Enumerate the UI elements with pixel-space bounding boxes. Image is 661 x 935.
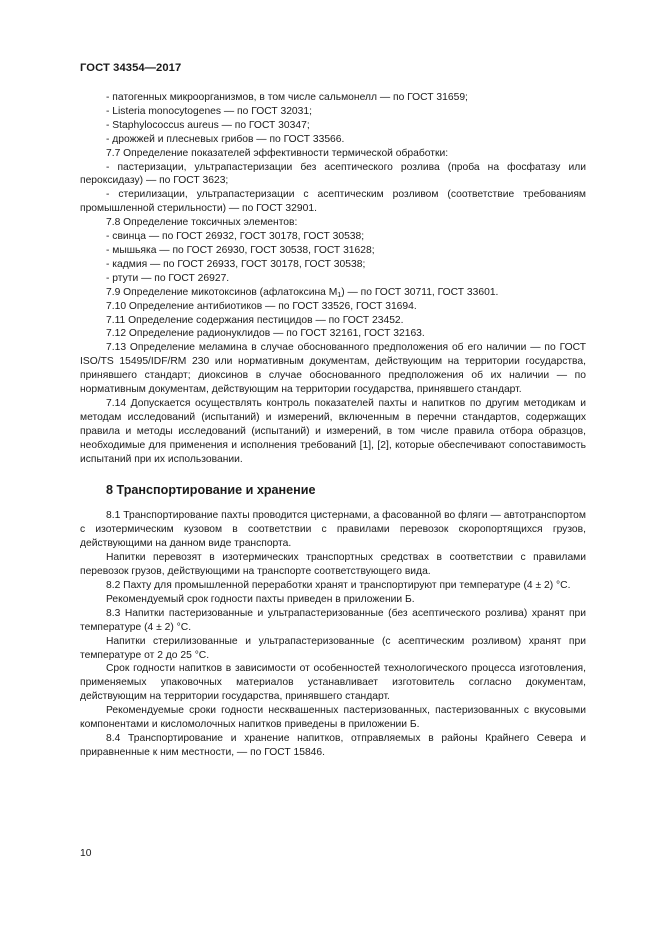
list-item: - ртути — по ГОСТ 26927. <box>106 272 230 284</box>
paragraph: Рекомендуемые сроки годности несквашенных пастеризованных, пастеризованных с вкусовыми компонентами и кисломолочных напитков приведены в приложении Б. <box>80 705 586 731</box>
page-number: 10 <box>80 848 92 859</box>
list-item: - пастеризации, ультрапастеризации без асептического розлива (проба на фосфатазу или пероксидазу) — по ГОСТ 3623; <box>80 161 586 187</box>
clause-7-14: 7.14 Допускается осуществлять контроль показателей пахты и напитков по другим методикам и методам исследований (испытаний) и измерений, включенным в перечни стандартов, содержащих правила и методы исследований (испытаний) и измерений, в том числе правила отбора образцов, необходимые для применения и исполнения требований [1], [2], которые обеспечивают сопоставимость испытаний при их использовании. <box>80 397 586 465</box>
paragraph: Напитки перевозят в изотермических транспортных средствах в соответствии с правилами перевозок грузов, действующими на транспорте соответствующего вида. <box>80 552 586 578</box>
clause-7-9-text-a: 7.9 Определение микотоксинов (афлатоксина M <box>106 286 338 298</box>
clause-7-9 <box>80 286 586 300</box>
clause-7-11: 7.11 Определение содержания пестицидов — по ГОСТ 23452. <box>106 314 404 326</box>
clause-7-9-text-b: ) — по ГОСТ 30711, ГОСТ 33601. <box>341 286 499 298</box>
paragraph: Рекомендуемый срок годности пахты приведен в приложении Б. <box>106 593 415 605</box>
list-item: - Staphylococcus aureus — по ГОСТ 30347; <box>106 119 310 131</box>
clause-8-1: 8.1 Транспортирование пахты проводится цистернами, а фасованной во фляги — автотранспортом с изотермическим кузовом в соответствии с правилами перевозок скоропортящихся грузов, действующими на данном виде транспорта. <box>80 510 586 550</box>
clause-7-10: 7.10 Определение антибиотиков — по ГОСТ 33526, ГОСТ 31694. <box>106 300 417 312</box>
document-body <box>80 91 586 760</box>
subscript: 1 <box>337 291 342 299</box>
clause-7-12: 7.12 Определение радионуклидов — по ГОСТ 32161, ГОСТ 32163. <box>106 328 425 340</box>
clause-7-8: 7.8 Определение токсичных элементов: <box>106 217 298 229</box>
clause-8-4: 8.4 Транспортирование и хранение напитков, отправляемых в районы Крайнего Севера и приравненные к ним местности, — по ГОСТ 15846. <box>80 732 586 758</box>
list-item: - свинца — по ГОСТ 26932, ГОСТ 30178, ГОСТ 30538; <box>106 231 365 243</box>
paragraph: Напитки стерилизованные и ультрапастеризованные (с асептическим розливом) хранят при температуре от 2 до 25 °С. <box>80 635 586 661</box>
list-item: - мышьяка — по ГОСТ 26930, ГОСТ 30538, ГОСТ 31628; <box>106 244 375 256</box>
list-item: - Listeria monocytogenes — по ГОСТ 32031; <box>106 105 312 117</box>
document-header: ГОСТ 34354—2017 <box>80 62 182 74</box>
clause-7-13: 7.13 Определение меламина в случае обоснованного предположения об его наличии — по ГОСТ ISO/TS 15495/IDF/RM 230 или нормативным документам, действующим на территории государства, принявшего стандарт; диоксинов в случае обоснованного предположения об их наличии — по нормативным документам, действующим на территории государства, принявшего стандарт. <box>80 342 586 396</box>
section-heading: 8 Транспортирование и хранение <box>106 483 316 498</box>
list-item: - патогенных микроорганизмов, в том числе сальмонелл — по ГОСТ 31659; <box>106 92 468 103</box>
list-item: - стерилизации, ультрапастеризации с асептическим розливом (соответствие требованиям промышленной стерильности) — по ГОСТ 32901. <box>80 189 586 215</box>
paragraph: Срок годности напитков в зависимости от особенностей технологического процесса изготовления, применяемых упаковочных материалов устанавливает изготовитель согласно документам, действующим на территории государства, принявшего стандарт. <box>80 663 586 703</box>
clause-8-2: 8.2 Пахту для промышленной переработки хранят и транспортируют при температуре (4 ± 2) °С. <box>106 580 571 591</box>
clause-8-3: 8.3 Напитки пастеризованные и ультрапастеризованные (без асептического розлива) хранят при температуре (4 ± 2) °С. <box>80 607 586 633</box>
list-item: - кадмия — по ГОСТ 26933, ГОСТ 30178, ГОСТ 30538; <box>106 258 366 270</box>
list-item: - дрожжей и плесневых грибов — по ГОСТ 33566. <box>106 133 345 145</box>
clause-7-7: 7.7 Определение показателей эффективности термической обработки: <box>106 147 449 159</box>
